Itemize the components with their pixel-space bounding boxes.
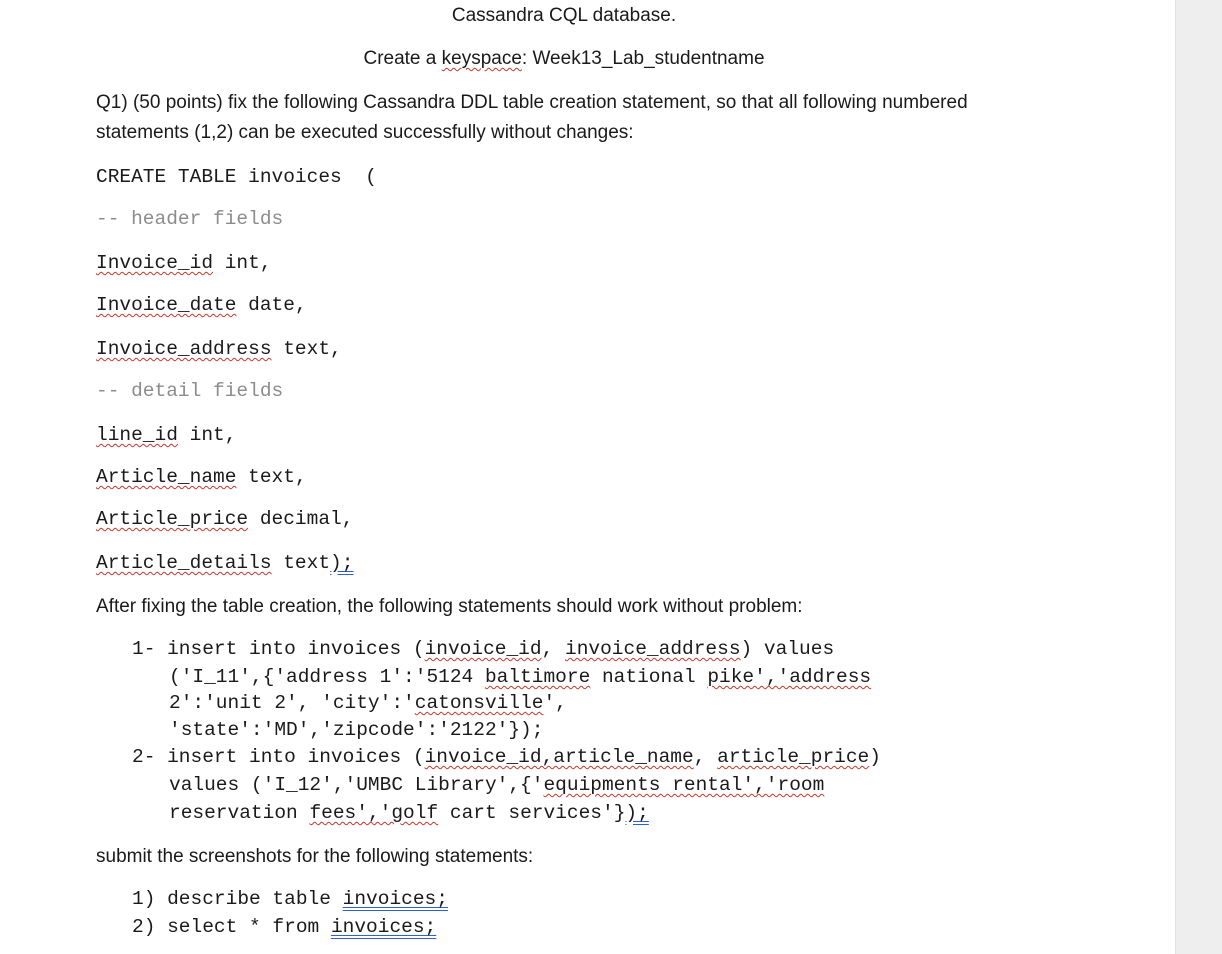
code-text: invoice_id [424, 638, 542, 660]
doc-title: Cassandra CQL database. [451, 5, 677, 26]
final-statement-1 [132, 888, 448, 910]
code-text: reservation [169, 802, 310, 824]
code-text: 2- insert into invoices ( [132, 746, 425, 768]
ddl-create-line: CREATE TABLE invoices ( [96, 166, 377, 188]
statement-1-line-1 [132, 638, 834, 660]
keyspace-instruction [0, 47, 1128, 71]
final-statement-2 [132, 916, 436, 938]
statement-1-line-3 [169, 692, 567, 714]
code-text: ('I_11',{'address 1':'5124 [169, 666, 485, 688]
code-text: 2) select * from [132, 916, 331, 938]
code-text: 1- insert into invoices ( [132, 638, 425, 660]
code-text: ', [543, 692, 567, 714]
column-type: int, [213, 252, 272, 274]
code-text: catonsville [414, 692, 544, 714]
column-name: Invoice_date [96, 294, 237, 316]
ddl-invoice-date-line [96, 294, 307, 316]
code-text: baltimore [484, 666, 591, 688]
column-name: Invoice_id [96, 252, 214, 274]
code-text: invoice_address [565, 638, 741, 660]
code-text: 1) describe table [132, 888, 343, 910]
code-text: pike','address [707, 666, 872, 688]
keyspace-word: keyspace [441, 48, 522, 69]
q1-line-1: Q1) (50 points) fix the following Cassandra DDL table creation statement, so that all following numbered [96, 92, 968, 113]
ddl-invoice-address-line [96, 338, 342, 360]
column-type: text [271, 552, 331, 574]
code-text: fees','golf [309, 802, 439, 824]
keyspace-prefix: Create a [363, 48, 442, 69]
ddl-closing: ); [330, 552, 354, 574]
window-side-gutter [1175, 0, 1222, 954]
ddl-article-details-line [96, 552, 353, 574]
after-fix-text: After fixing the table creation, the following statements should work without problem: [96, 596, 803, 617]
code-text: ); [625, 802, 649, 824]
code-text: equipments rental','room [543, 774, 825, 796]
q1-line-2: statements (1,2) can be executed successfully without changes: [96, 122, 634, 143]
code-text: , [693, 746, 718, 768]
ddl-invoice-id-line [96, 252, 272, 274]
code-text: national [590, 666, 708, 688]
column-name: line_id [96, 424, 178, 446]
code-text: , [541, 638, 565, 660]
column-name: Article_details [96, 552, 272, 574]
statement-2-line-2 [169, 774, 824, 796]
code-text: invoices; [330, 916, 437, 938]
column-name: Article_name [96, 466, 237, 488]
code-text: ) values [740, 638, 835, 660]
column-type: text, [236, 466, 307, 488]
ddl-article-name-line [96, 466, 307, 488]
ddl-line-id-line [96, 424, 236, 446]
statement-1-line-2 [169, 666, 871, 688]
column-name: Invoice_address [96, 338, 272, 360]
ddl-article-price-line [96, 508, 353, 530]
column-type: date, [236, 294, 307, 316]
code-text: 2':'unit 2', 'city':' [169, 692, 415, 714]
code-text: invoices; [342, 888, 448, 910]
column-name: Article_price [96, 508, 249, 530]
ddl-detail-comment: -- detail fields [96, 380, 284, 402]
submit-text: submit the screenshots for the following statements: [96, 846, 534, 867]
column-type: decimal, [248, 508, 354, 530]
statement-2-line-1 [132, 746, 881, 768]
code-text: cart services'} [438, 802, 626, 824]
statement-1-line-4: 'state':'MD','zipcode':'2122'}); [169, 719, 544, 741]
column-type: int, [177, 424, 237, 446]
statement-2-line-3 [169, 802, 649, 824]
code-text: article_price [717, 746, 870, 768]
ddl-header-comment: -- header fields [96, 208, 284, 230]
keyspace-suffix: : Week13_Lab_studentname [521, 48, 765, 69]
column-type: text, [271, 338, 342, 360]
code-text: invoice_id,article_name [424, 746, 694, 768]
code-text: values ('I_12','UMBC Library',{' [169, 774, 544, 796]
code-text: ) [869, 746, 881, 768]
